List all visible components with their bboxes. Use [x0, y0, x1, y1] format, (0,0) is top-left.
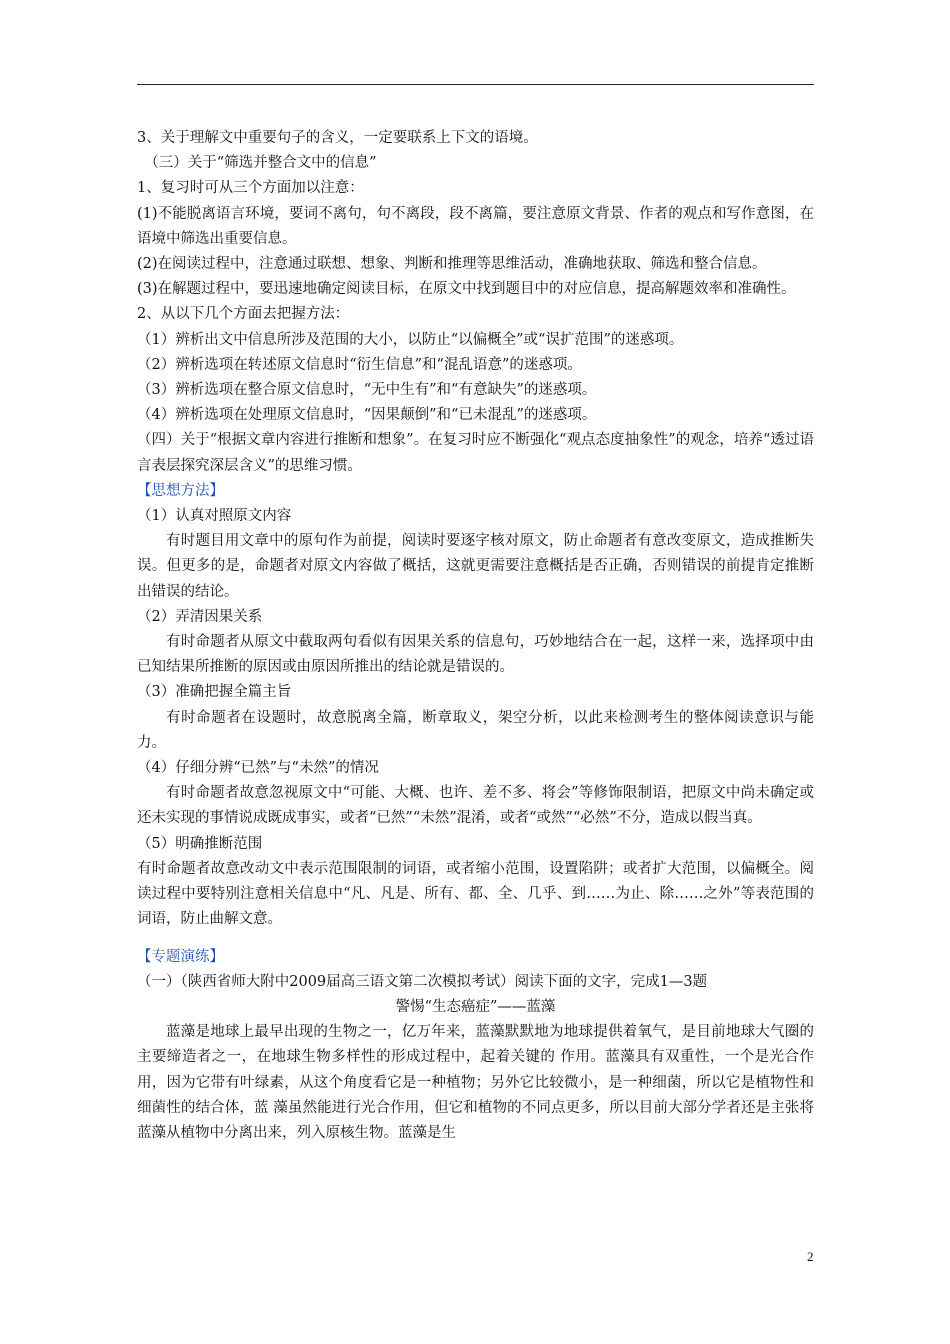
section-heading: （三）关于“筛选并整合文中的信息” — [144, 155, 377, 172]
text-line: （2）辨析选项在转述原文信息时“衍生信息”和“混乱语意”的迷惑项。 — [137, 356, 582, 373]
text-line: （3）辨析选项在整合原文信息时，“无中生有”和“有意缺失”的迷惑项。 — [137, 382, 597, 399]
document-body — [137, 126, 814, 1146]
method-item-title: （1）认真对照原文内容 — [137, 508, 292, 525]
text-paragraph: 有时命题者故意忽视原文中“可能、大概、也许、差不多、将会”等修饰限制语，把原文中尚未确定或还未实现的事情说成既成事实，或者“已然”“未然”混淆，或者“或然”“必然”不分，造成以假当真。 — [137, 785, 814, 827]
article-paragraph: 蓝藻是地球上最早出现的生物之一，亿万年来，蓝藻默默地为地球提供着氧气，是目前地球大气圈的主要缔造者之一，在地球生物多样性的形成过程中，起着关键的 作用。蓝藻具有双重性，一个是光合作用，因为它带有叶绿素，从这个角度看它是一种植物；另外它比较微小，是一种细菌，所以它是植物性和细菌性的结合体，蓝 藻虽然能进行光合作用，但它和植物的不同点更多，所以目前大部分学者还是主张将蓝藻从植物中分离出来，列入原核生物。蓝藻是生 — [137, 1024, 814, 1141]
text-line: 3、关于理解文中重要句子的含义，一定要联系上下文的语境。 — [137, 130, 538, 146]
section-heading: （四）关于“根据文章内容进行推断和想象”。在复习时应不断强化“观点态度抽象性”的观念，培养“透过语言表层探究深层含义”的思维习惯。 — [137, 432, 814, 474]
method-item-title: （2）弄清因果关系 — [137, 608, 263, 625]
text-line: 1、复习时可从三个方面加以注意： — [137, 180, 364, 197]
header-rule — [137, 84, 814, 85]
text-line: （1）辨析出文中信息所涉及范围的大小，以防止“以偏概全”或“误扩范围”的迷惑项。 — [137, 331, 684, 348]
method-item-title: （3）准确把握全篇主旨 — [137, 684, 292, 701]
text-paragraph: 有时命题者在设题时，故意脱离全篇，断章取义，架空分析，以此来检测考生的整体阅读意识与能力。 — [137, 709, 814, 751]
text-paragraph: 有时题目用文章中的原句作为前提，阅读时要逐字核对原文，防止命题者有意改变原文，造成推断失误。但更多的是，命题者对原文内容做了概括，这就更需要注意概括是否正确，否则错误的前提肯定推断出错误的结论。 — [137, 533, 814, 600]
text-paragraph: (2)在阅读过程中，注意通过联想、想象、判断和推理等思维活动，准确地获取、筛选和整合信息。 — [137, 256, 767, 273]
method-item-title: （4）仔细分辨“已然”与“未然”的情况 — [137, 760, 379, 777]
method-heading: 【思想方法】 — [137, 482, 224, 499]
text-paragraph: (3)在解题过程中，要迅速地确定阅读目标，在原文中找到题目中的对应信息，提高解题效率和准确性。 — [137, 281, 796, 298]
exercise-intro: （一）（陕西省师大附中2009届高三语文第二次模拟考试）阅读下面的文字，完成1—3题 — [137, 973, 708, 990]
page-number: 2 — [807, 1249, 814, 1264]
text-paragraph: 有时命题者故意改动文中表示范围限制的词语，或者缩小范围，设置陷阱；或者扩大范围，以偏概全。阅读过程中要特别注意相关信息中“凡、凡是、所有、都、全、几乎、到……为止、除……之外”等表范围的词语，防止曲解文意。 — [137, 860, 814, 928]
method-item-title: （5）明确推断范围 — [137, 835, 263, 852]
article-title: 警惕“生态癌症”——蓝藻 — [395, 998, 556, 1015]
text-paragraph: (1)不能脱离语言环境，要词不离句，句不离段，段不离篇，要注意原文背景、作者的观点和写作意图，在语境中筛选出重要信息。 — [137, 205, 814, 247]
text-paragraph: 有时命题者从原文中截取两句看似有因果关系的信息句，巧妙地结合在一起，这样一来，选择项中由已知结果所推断的原因或由原因所推出的结论就是错误的。 — [137, 634, 814, 676]
practice-heading: 【专题演练】 — [137, 948, 224, 965]
text-line: （4）辨析选项在处理原文信息时，“因果颠倒”和“已未混乱”的迷惑项。 — [137, 407, 597, 424]
text-line: 2、从以下几个方面去把握方法： — [137, 306, 350, 323]
